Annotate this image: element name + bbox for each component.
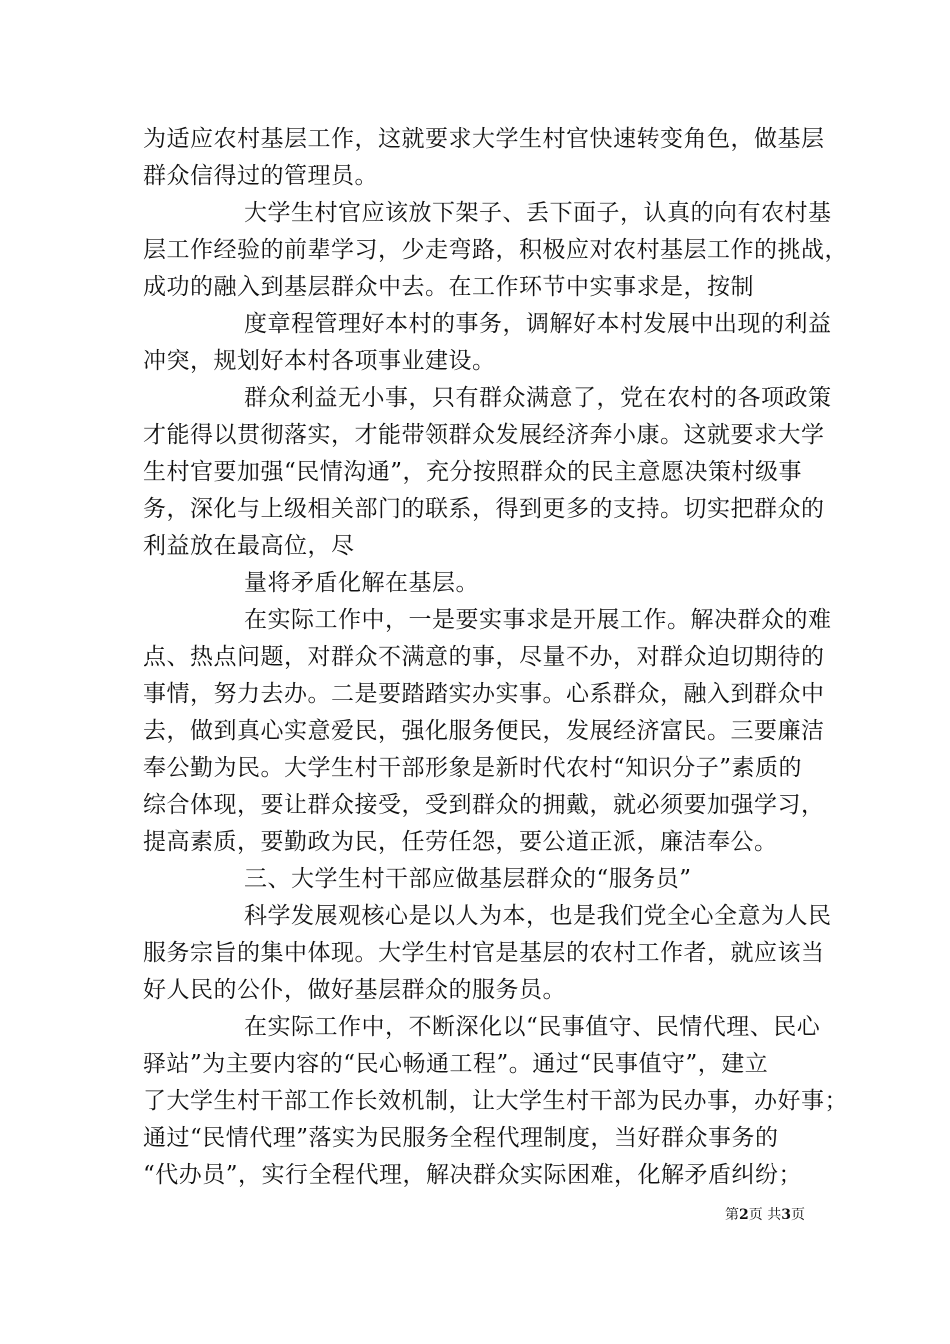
- text-line: 在实际工作中，不断深化以“民事值守、民情代理、民心: [244, 1014, 821, 1040]
- text-line: 层工作经验的前辈学习，少走弯路，积极应对农村基层工作的挑战，: [143, 237, 848, 263]
- text-line: 才能得以贯彻落实，才能带领群众发展经济奔小康。这就要求大学: [143, 422, 825, 448]
- text-line: 群众信得过的管理员。: [143, 163, 378, 189]
- footer-prefix: 第: [725, 1207, 740, 1223]
- text-line: 驿站”为主要内容的“民心畅通工程”。通过“民事值守”，建立: [143, 1051, 769, 1077]
- text-line: 好人民的公仆，做好基层群众的服务员。: [143, 977, 566, 1003]
- text-line: 通过“民情代理”落实为民服务全程代理制度，当好群众事务的: [143, 1125, 779, 1151]
- text-line: 事情，努力去办。二是要踏踏实办实事。心系群众，融入到群众中: [143, 681, 825, 707]
- page-number-footer: [725, 1206, 805, 1224]
- text-line: 服务宗旨的集中体现。大学生村官是基层的农村工作者，就应该当: [143, 940, 825, 966]
- current-page-number: 2: [739, 1207, 749, 1223]
- text-line: 了大学生村干部工作长效机制，让大学生村干部为民办事，办好事；: [143, 1088, 848, 1114]
- text-line: 提高素质，要勤政为民，任劳任怨，要公道正派，廉洁奉公。: [143, 829, 778, 855]
- text-line: 利益放在最高位，尽: [143, 533, 355, 559]
- footer-suffix: 页: [791, 1207, 805, 1223]
- section-heading: 三、大学生村干部应做基层群众的“服务员”: [244, 866, 692, 892]
- text-line: 综合体现，要让群众接受，受到群众的拥戴，就必须要加强学习，: [143, 792, 825, 818]
- text-line: 生村官要加强“民情沟通”，充分按照群众的民主意愿决策村级事: [143, 459, 803, 485]
- total-page-number: 3: [781, 1207, 791, 1223]
- text-line: 群众利益无小事，只有群众满意了，党在农村的各项政策: [244, 385, 832, 411]
- text-line: 去，做到真心实意爱民，强化服务便民，发展经济富民。三要廉洁: [143, 718, 825, 744]
- text-line: 成功的融入到基层群众中去。在工作环节中实事求是，按制: [143, 274, 754, 300]
- text-line: 在实际工作中，一是要实事求是开展工作。解决群众的难: [244, 607, 832, 633]
- text-line: 冲突，规划好本村各项事业建设。: [143, 348, 496, 374]
- text-line: 奉公勤为民。大学生村干部形象是新时代农村“知识分子”素质的: [143, 755, 803, 781]
- text-line: 务，深化与上级相关部门的联系，得到更多的支持。切实把群众的: [143, 496, 825, 522]
- text-line: 大学生村官应该放下架子、丢下面子，认真的向有农村基: [244, 200, 832, 226]
- text-line: 量将矛盾化解在基层。: [244, 570, 479, 596]
- text-line: 为适应农村基层工作，这就要求大学生村官快速转变角色，做基层: [143, 126, 825, 152]
- footer-middle: 页 共: [748, 1207, 782, 1223]
- text-line: 科学发展观核心是以人为本，也是我们党全心全意为人民: [244, 903, 832, 929]
- text-line: 度章程管理好本村的事务，调解好本村发展中出现的利益: [244, 311, 832, 337]
- text-line: “代办员”，实行全程代理，解决群众实际困难，化解矛盾纠纷；: [143, 1162, 803, 1188]
- text-line: 点、热点问题，对群众不满意的事，尽量不办，对群众迫切期待的: [143, 644, 825, 670]
